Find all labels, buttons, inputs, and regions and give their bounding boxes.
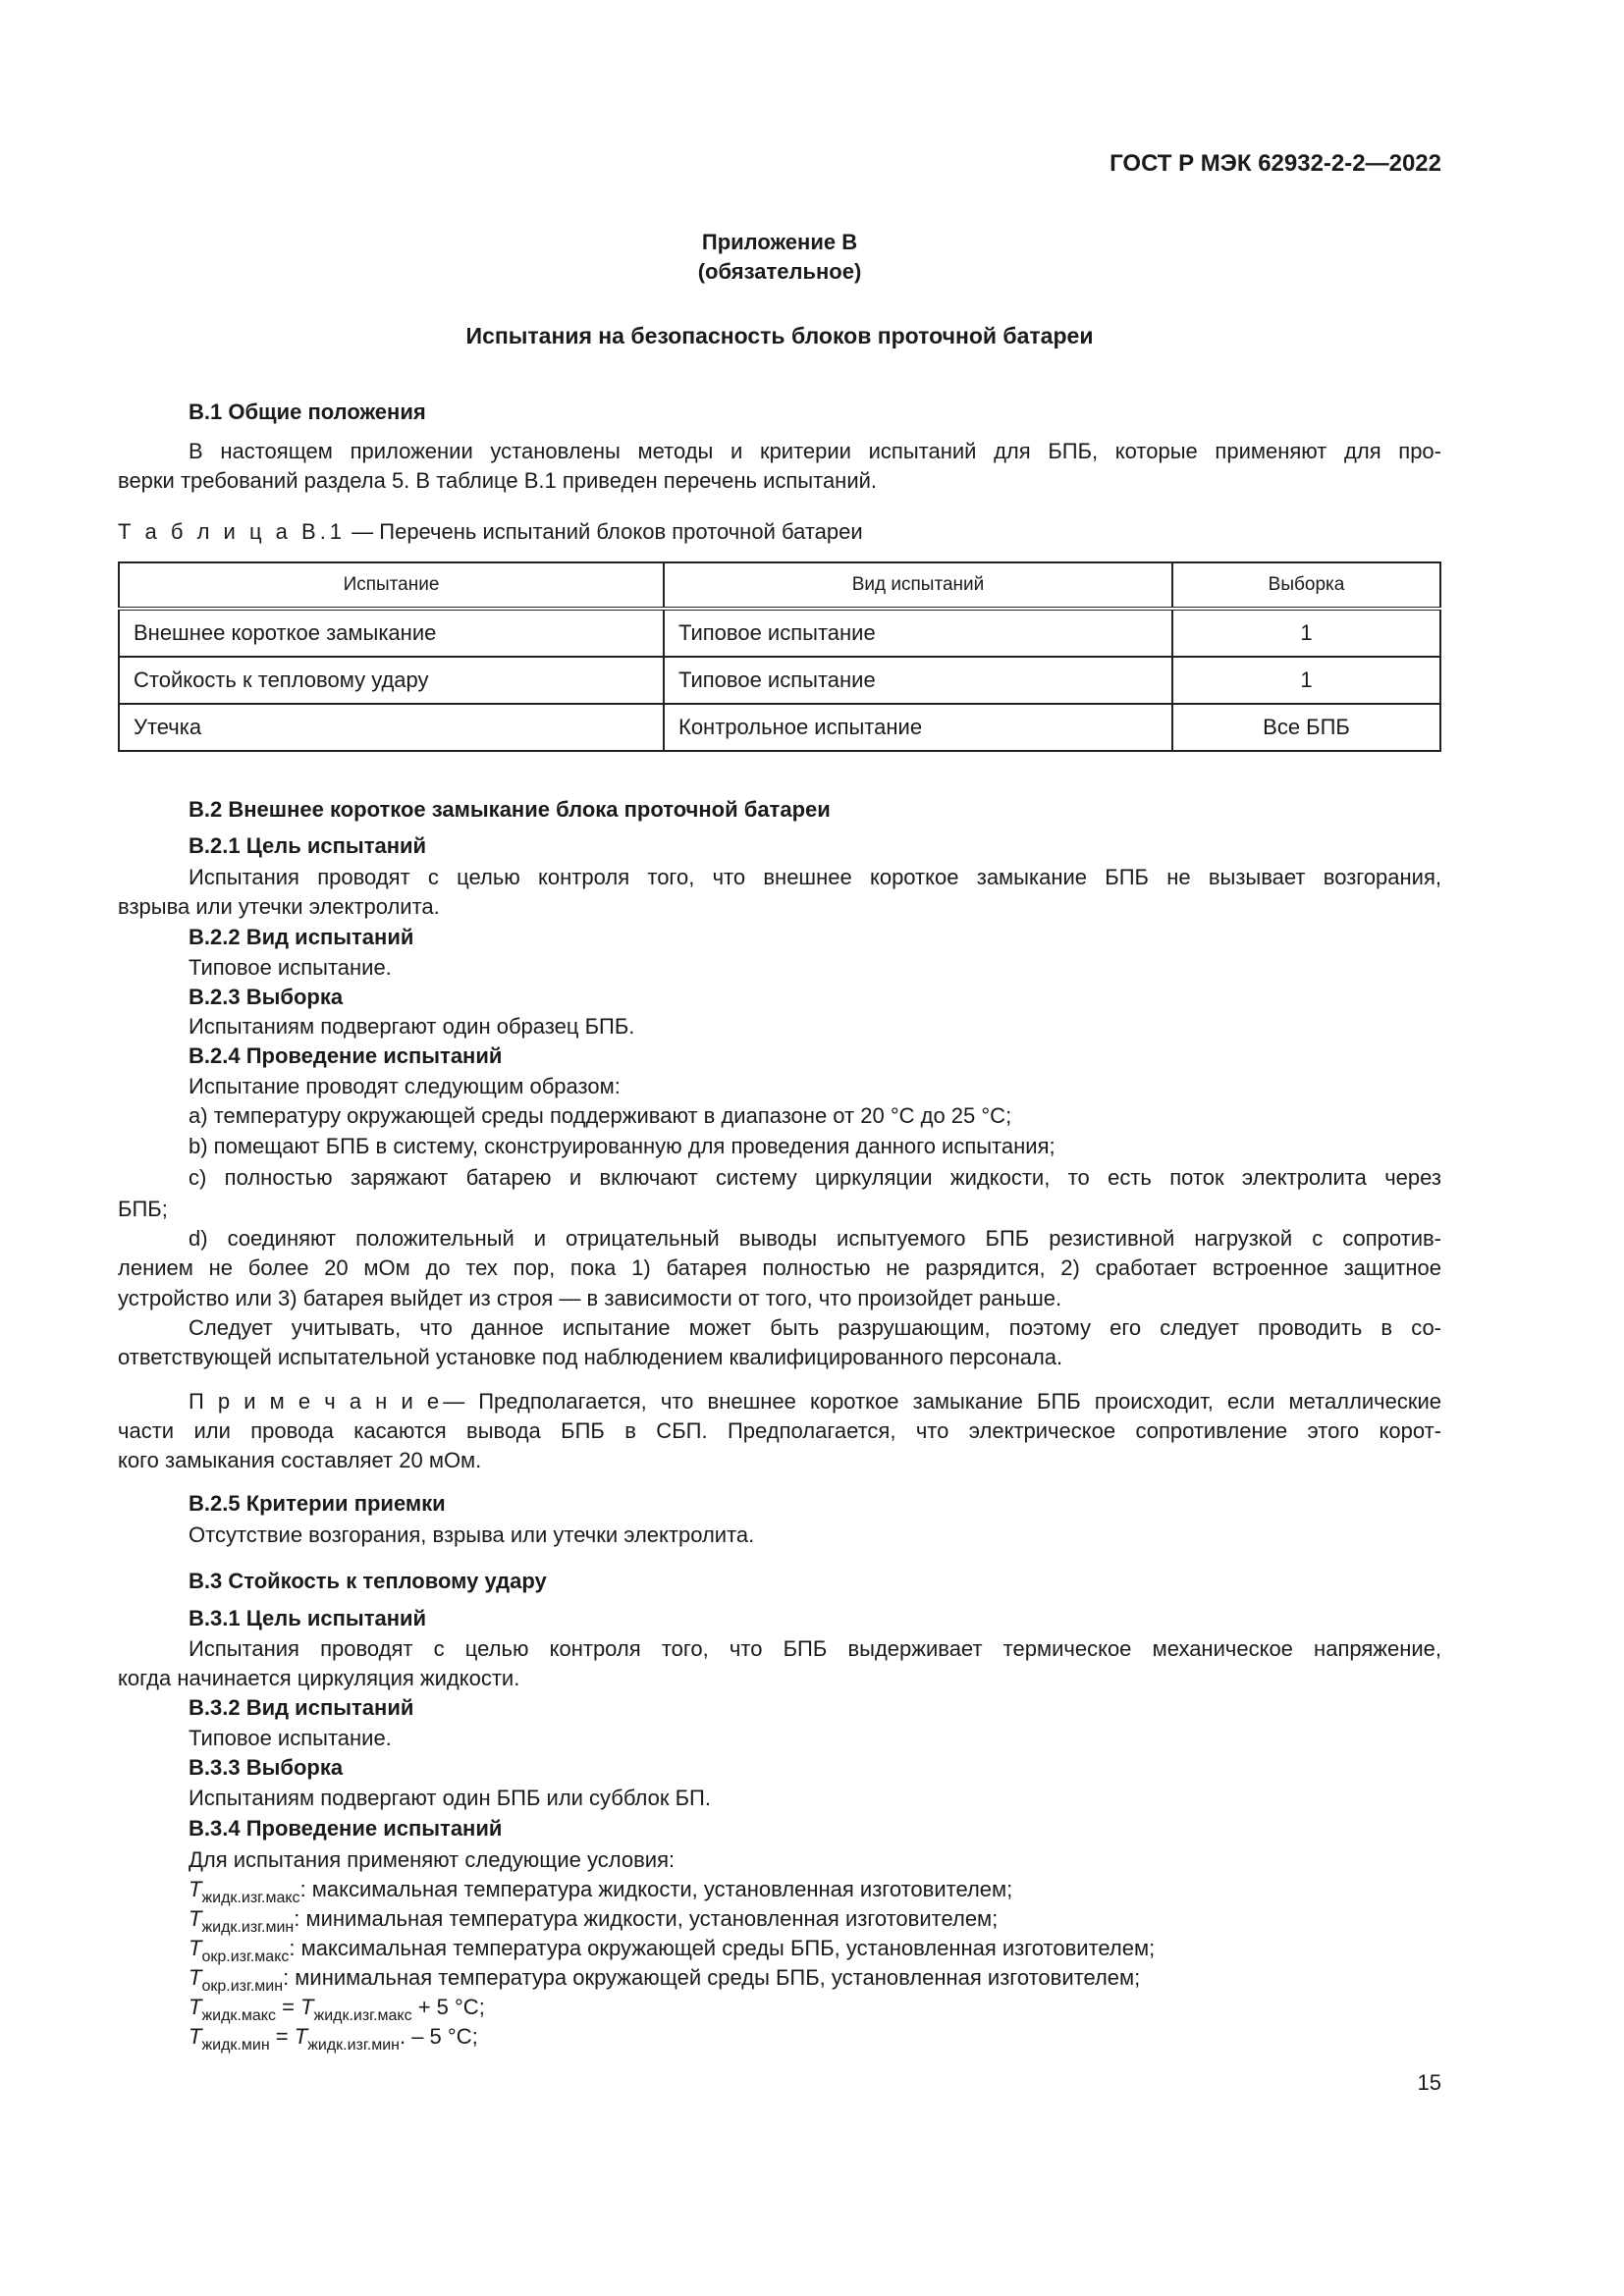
table-header-row: [119, 562, 1440, 609]
note-line: части или провода касаются вывода БПБ в СБП. Предполагается, что электрическое сопротивление этого корот-: [118, 1418, 1441, 1443]
paragraph-line: верки требований раздела 5. В таблице В.1 приведен перечень испытаний.: [118, 468, 878, 493]
table-caption-label: Т а б л и ц а В.1: [118, 519, 347, 544]
table-cell: Контрольное испытание: [664, 704, 1172, 751]
table-row: [119, 704, 1440, 751]
formula-line: $T_{жидк.макс} = T_{жидк.изг.макс} + 5$ °С;: [189, 1995, 485, 2024]
table-cell: Утечка: [119, 704, 664, 751]
subsection-heading: В.2.2 Вид испытаний: [189, 925, 414, 949]
formula-line: $T_{жидк.мин} = T_{жидк.изг.мин}$. – 5 °С;: [189, 2024, 478, 2054]
paragraph-line: Испытание проводят следующим образом:: [189, 1074, 621, 1098]
paragraph-line: Испытаниям подвергают один БПБ или субблок БП.: [189, 1786, 711, 1810]
note-label: П р и м е ч а н и е: [189, 1389, 444, 1414]
definition-line: $T_{окр.изг.мин}$: минимальная температура окружающей среды БПБ, установленная изготовителем;: [189, 1965, 1141, 1995]
paragraph-line: взрыва или утечки электролита.: [118, 894, 440, 919]
subsection-heading: В.2.3 Выборка: [189, 985, 344, 1009]
column-header: Вид испытаний: [664, 562, 1172, 609]
paragraph-line: В настоящем приложении установлены методы и критерии испытаний для БПБ, которые применяют для про-: [189, 439, 1441, 463]
list-item: a) температуру окружающей среды поддерживают в диапазоне от 20 °С до 25 °С;: [189, 1103, 1012, 1128]
paragraph-line: Отсутствие возгорания, взрыва или утечки электролита.: [189, 1522, 755, 1547]
subsection-heading: В.3.4 Проведение испытаний: [189, 1816, 503, 1841]
table-row: [119, 657, 1440, 704]
table-cell: Типовое испытание: [664, 657, 1172, 704]
subsection-heading: В.3.2 Вид испытаний: [189, 1695, 414, 1720]
paragraph-line: Испытания проводят с целью контроля того, что БПБ выдерживает термическое механическое напряжение,: [189, 1636, 1441, 1661]
list-item: b) помещают БПБ в систему, сконструированную для проведения данного испытания;: [189, 1134, 1056, 1158]
annex-title: Приложение В: [701, 230, 858, 254]
table-cell: 1: [1172, 657, 1440, 704]
list-item: d) соединяют положительный и отрицательный выводы испытуемого БПБ резистивной нагрузкой с сопротив-: [189, 1226, 1441, 1251]
paragraph-line: Для испытания применяют следующие условия:: [189, 1847, 676, 1872]
definition-line: $T_{жидк.изг.мин}$: минимальная температура жидкости, установленная изготовителем;: [189, 1906, 999, 1936]
subsection-heading: В.3.1 Цель испытаний: [189, 1606, 427, 1630]
paragraph-line: Следует учитывать, что данное испытание может быть разрушающим, поэтому его следует проводить в со-: [189, 1315, 1441, 1340]
annex-heading: Испытания на безопасность блоков проточной батареи: [465, 323, 1094, 348]
paragraph-line: Типовое испытание.: [189, 1726, 392, 1750]
column-header: Испытание: [119, 562, 664, 609]
note-line: кого замыкания составляет 20 мОм.: [118, 1448, 482, 1472]
table-cell: 1: [1172, 609, 1440, 657]
note: [189, 1389, 1441, 1415]
subsection-heading: В.2.5 Критерии приемки: [189, 1491, 446, 1516]
list-item: устройство или 3) батарея выйдет из строя — в зависимости от того, что произойдет раньше.: [118, 1286, 1062, 1310]
list-item: c) полностью заряжают батарею и включают систему циркуляции жидкости, то есть поток электролита через: [189, 1165, 1441, 1190]
subsection-heading: В.3.3 Выборка: [189, 1755, 344, 1780]
section-heading: В.2 Внешнее короткое замыкание блока проточной батареи: [189, 797, 831, 822]
paragraph-line: когда начинается циркуляция жидкости.: [118, 1666, 520, 1690]
table-caption: [118, 519, 1441, 545]
section-heading: В.1 Общие положения: [189, 400, 426, 424]
tests-table: [118, 561, 1441, 752]
table-cell: Все БПБ: [1172, 704, 1440, 751]
annex-status: (обязательное): [697, 259, 862, 284]
table-cell: Стойкость к тепловому удару: [119, 657, 664, 704]
paragraph-line: Испытаниям подвергают один образец БПБ.: [189, 1014, 635, 1039]
list-item: лением не более 20 мОм до тех пор, пока 1) батарея полностью не разрядится, 2) сработает встроенное защитное: [118, 1255, 1441, 1280]
paragraph-line: Испытания проводят с целью контроля того, что внешнее короткое замыкание БПБ не вызывает возгорания,: [189, 865, 1441, 889]
document-id: ГОСТ Р МЭК 62932-2-2—2022: [1110, 150, 1441, 177]
section-heading: В.3 Стойкость к тепловому удару: [189, 1569, 547, 1593]
table-caption-text: — Перечень испытаний блоков проточной батареи: [346, 519, 863, 544]
paragraph-line: Типовое испытание.: [189, 955, 392, 980]
definition-line: $T_{жидк.изг.макс}$: максимальная температура жидкости, установленная изготовителем;: [189, 1877, 1013, 1906]
list-item: БПБ;: [118, 1197, 168, 1221]
table-cell: Типовое испытание: [664, 609, 1172, 657]
definition-line: $T_{окр.изг.макс}$: максимальная температура окружающей среды БПБ, установленная изготовителем;: [189, 1936, 1156, 1965]
note-line: — Предполагается, что внешнее короткое замыкание БПБ происходит, если металлические: [443, 1389, 1441, 1414]
subsection-heading: В.2.1 Цель испытаний: [189, 833, 427, 858]
page-number: 15: [1417, 2070, 1441, 2095]
table-cell: Внешнее короткое замыкание: [119, 609, 664, 657]
subsection-heading: В.2.4 Проведение испытаний: [189, 1043, 503, 1068]
table-row: [119, 609, 1440, 657]
column-header: Выборка: [1172, 562, 1440, 609]
paragraph-line: ответствующей испытательной установке под наблюдением квалифицированного персонала.: [118, 1345, 1063, 1369]
